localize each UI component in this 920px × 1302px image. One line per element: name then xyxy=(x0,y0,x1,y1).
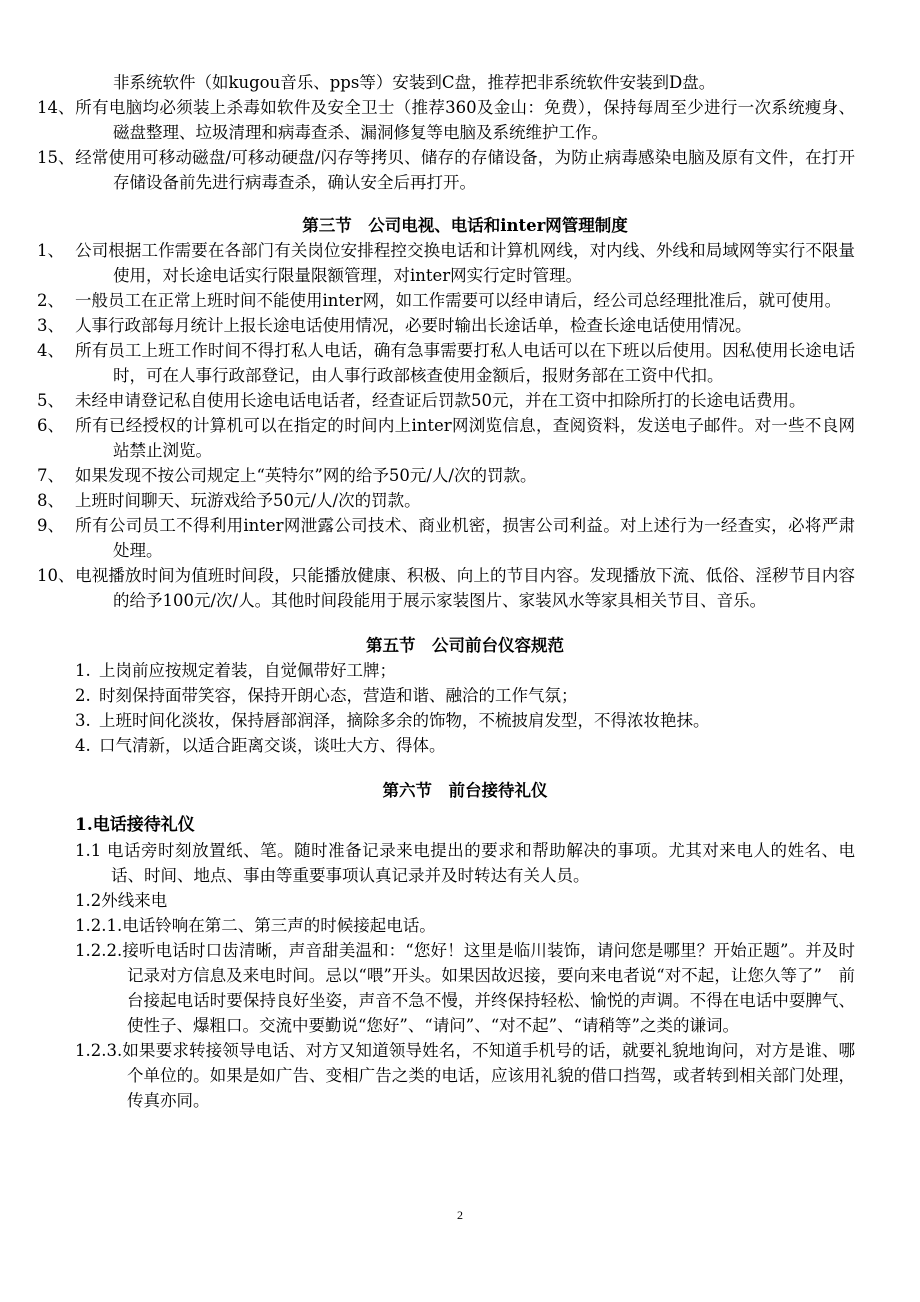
list-item: 4、 所有员工上班工作时间不得打私人电话，确有急事需要打私人电话可以在下班以后使用。因私使用长途电话时，可在人事行政部登记，由人事行政部核查使用金额后，报财务部在工资中代扣。 xyxy=(37,341,855,385)
item-text: 未经申请登记私自使用长途电话电话者，经查证后罚款50元，并在工资中扣除所打的长途电话费用。 xyxy=(75,391,806,410)
item-text: 所有公司员工不得利用inter网泄露公司技术、商业机密，损害公司利益。对上述行为一经查实，必将严肃处理。 xyxy=(75,516,855,560)
item-text: 所有已经授权的计算机可以在指定的时间内上inter网浏览信息，查阅资料，发送电子邮件。对一些不良网站禁止浏览。 xyxy=(75,416,855,460)
list-item: 2、 一般员工在正常上班时间不能使用inter网，如工作需要可以经申请后，经公司总经理批准后，就可使用。 xyxy=(37,291,842,310)
list-item xyxy=(75,658,855,683)
item-text: 上班时间化淡妆，保持唇部润泽，摘除多余的饰物，不梳披肩发型，不得浓妆艳抹。 xyxy=(99,711,710,730)
document-body xyxy=(37,70,856,1113)
item-text: 所有电脑均必须装上杀毒如软件及安全卫士（推荐360及金山：免费），保持每周至少进行一次系统瘦身、磁盘整理、垃圾清理和病毒查杀、漏洞修复等电脑及系统维护工作。 xyxy=(75,98,855,142)
paragraph-1-2-3 xyxy=(75,1038,855,1113)
section-3-heading: 第三节 公司电视、电话和inter网管理制度 xyxy=(302,216,628,235)
item-number: 1.2.3. xyxy=(75,1041,123,1060)
list-item: 15、经常使用可移动磁盘/可移动硬盘/闪存等拷贝、储存的存储设备，为防止病毒感染电脑及原有文件，在打开存储设备前先进行病毒查杀，确认安全后再打开。 xyxy=(37,148,855,192)
list-item xyxy=(75,708,855,733)
paragraph-1-2: 1.2外线来电 xyxy=(75,891,168,910)
subsection-heading: 1.电话接待礼仪 xyxy=(75,815,195,835)
item-text: 上岗前应按规定着装，自觉佩带好工牌； xyxy=(99,661,396,680)
list-item: 6、 所有已经授权的计算机可以在指定的时间内上inter网浏览信息，查阅资料，发送电子邮件。对一些不良网站禁止浏览。 xyxy=(37,416,855,460)
item-text: 电话铃响在第二、第三声的时候接起电话。 xyxy=(122,916,436,935)
paragraph-1-2-1 xyxy=(75,913,855,938)
item-text: 人事行政部每月统计上报长途电话使用情况，必要时输出长途话单，检查长途电话使用情况。 xyxy=(75,316,752,335)
item-text: 上班时间聊天、玩游戏给予50元/人/次的罚款。 xyxy=(75,491,421,510)
list-item: 8、 上班时间聊天、玩游戏给予50元/人/次的罚款。 xyxy=(37,491,421,510)
item-text: 电话旁时刻放置纸、笔。随时准备记录来电提出的要求和帮助解决的事项。尤其对来电人的姓名、电话、时间、地点、事由等重要事项认真记录并及时转达有关人员。 xyxy=(107,841,856,885)
item-text: 一般员工在正常上班时间不能使用inter网，如工作需要可以经申请后，经公司总经理批准后，就可使用。 xyxy=(75,291,842,310)
item-number: 2. xyxy=(75,686,91,705)
item-text: 电视播放时间为值班时间段，只能播放健康、积极、向上的节目内容。发现播放下流、低俗、淫秽节目内容的给予100元/次/人。其他时间段能用于展示家装图片、家装风水等家具相关节目、音乐。 xyxy=(75,566,855,610)
item-number: 3. xyxy=(75,711,91,730)
section-5-heading: 第五节 公司前台仪容规范 xyxy=(366,636,564,655)
list-item: 7、 如果发现不按公司规定上“英特尔”网的给予50元/人/次的罚款。 xyxy=(37,466,537,485)
continued-line: 非系统软件（如kugou音乐、pps等）安装到C盘，推荐把非系统软件安装到D盘。 xyxy=(113,73,716,92)
page-number: 2 xyxy=(457,1208,463,1222)
paragraph-1-1 xyxy=(75,838,855,888)
item-text: 公司根据工作需要在各部门有关岗位安排程控交换电话和计算机网线，对内线、外线和局域网等实行不限量使用，对长途电话实行限量限额管理，对inter网实行定时管理。 xyxy=(75,241,855,285)
item-text: 如果发现不按公司规定上“英特尔”网的给予50元/人/次的罚款。 xyxy=(75,466,537,485)
item-text: 接听电话时口齿清晰，声音甜美温和：“您好！这里是临川装饰，请问您是哪里？开始正题”。并及时记录对方信息及来电时间。忌以“喂”开头。如果因故迟接，要向来电者说“对不起，让您久等了” 前台接起电话时要保持良好坐姿，声音不急不慢，并终保持轻松、愉悦的声调。不得在电话中耍脾气、使性子、爆粗口。交流中要勤说“您好”、“请问”、“对不起”、“请稍等”之类的谦词。 xyxy=(122,941,855,1035)
list-item xyxy=(75,683,855,708)
list-item: 3、 人事行政部每月统计上报长途电话使用情况，必要时输出长途话单，检查长途电话使用情况。 xyxy=(37,316,752,335)
paragraph-1-2-2 xyxy=(75,938,855,1038)
item-number: 4. xyxy=(75,736,91,755)
section-6-heading: 第六节 前台接待礼仪 xyxy=(382,781,548,800)
list-item: 1、 公司根据工作需要在各部门有关岗位安排程控交换电话和计算机网线，对内线、外线和局域网等实行不限量使用，对长途电话实行限量限额管理，对inter网实行定时管理。 xyxy=(37,241,855,285)
list-item: 14、所有电脑均必须装上杀毒如软件及安全卫士（推荐360及金山：免费），保持每周至少进行一次系统瘦身、磁盘整理、垃圾清理和病毒查杀、漏洞修复等电脑及系统维护工作。 xyxy=(37,98,855,142)
item-text: 如果要求转接领导电话、对方又知道领导姓名，不知道手机号的话，就要礼貌地询问，对方是谁、哪个单位的。如果是如广告、变相广告之类的电话，应该用礼貌的借口挡驾，或者转到相关部门处理，传真亦同。 xyxy=(122,1041,855,1110)
list-item: 5、 未经申请登记私自使用长途电话电话者，经查证后罚款50元，并在工资中扣除所打的长途电话费用。 xyxy=(37,391,806,410)
item-text: 口气清新，以适合距离交谈，谈吐大方、得体。 xyxy=(99,736,446,755)
item-number: 1.1 xyxy=(75,841,102,860)
list-item: 9、 所有公司员工不得利用inter网泄露公司技术、商业机密，损害公司利益。对上述行为一经查实，必将严肃处理。 xyxy=(37,516,855,560)
list-item: 10、电视播放时间为值班时间段，只能播放健康、积极、向上的节目内容。发现播放下流、低俗、淫秽节目内容的给予100元/次/人。其他时间段能用于展示家装图片、家装风水等家具相关节目、音乐。 xyxy=(37,566,855,610)
item-number: 1.2.2. xyxy=(75,941,123,960)
list-item xyxy=(75,733,855,758)
item-number: 1.2.1. xyxy=(75,916,123,935)
item-text: 时刻保持面带笑容，保持开朗心态，营造和谐、融洽的工作气氛； xyxy=(99,686,578,705)
item-text: 经常使用可移动磁盘/可移动硬盘/闪存等拷贝、储存的存储设备，为防止病毒感染电脑及原有文件，在打开存储设备前先进行病毒查杀，确认安全后再打开。 xyxy=(75,148,855,192)
item-text: 所有员工上班工作时间不得打私人电话，确有急事需要打私人电话可以在下班以后使用。因私使用长途电话时，可在人事行政部登记，由人事行政部核查使用金额后，报财务部在工资中代扣。 xyxy=(75,341,855,385)
item-number: 1. xyxy=(75,661,91,680)
